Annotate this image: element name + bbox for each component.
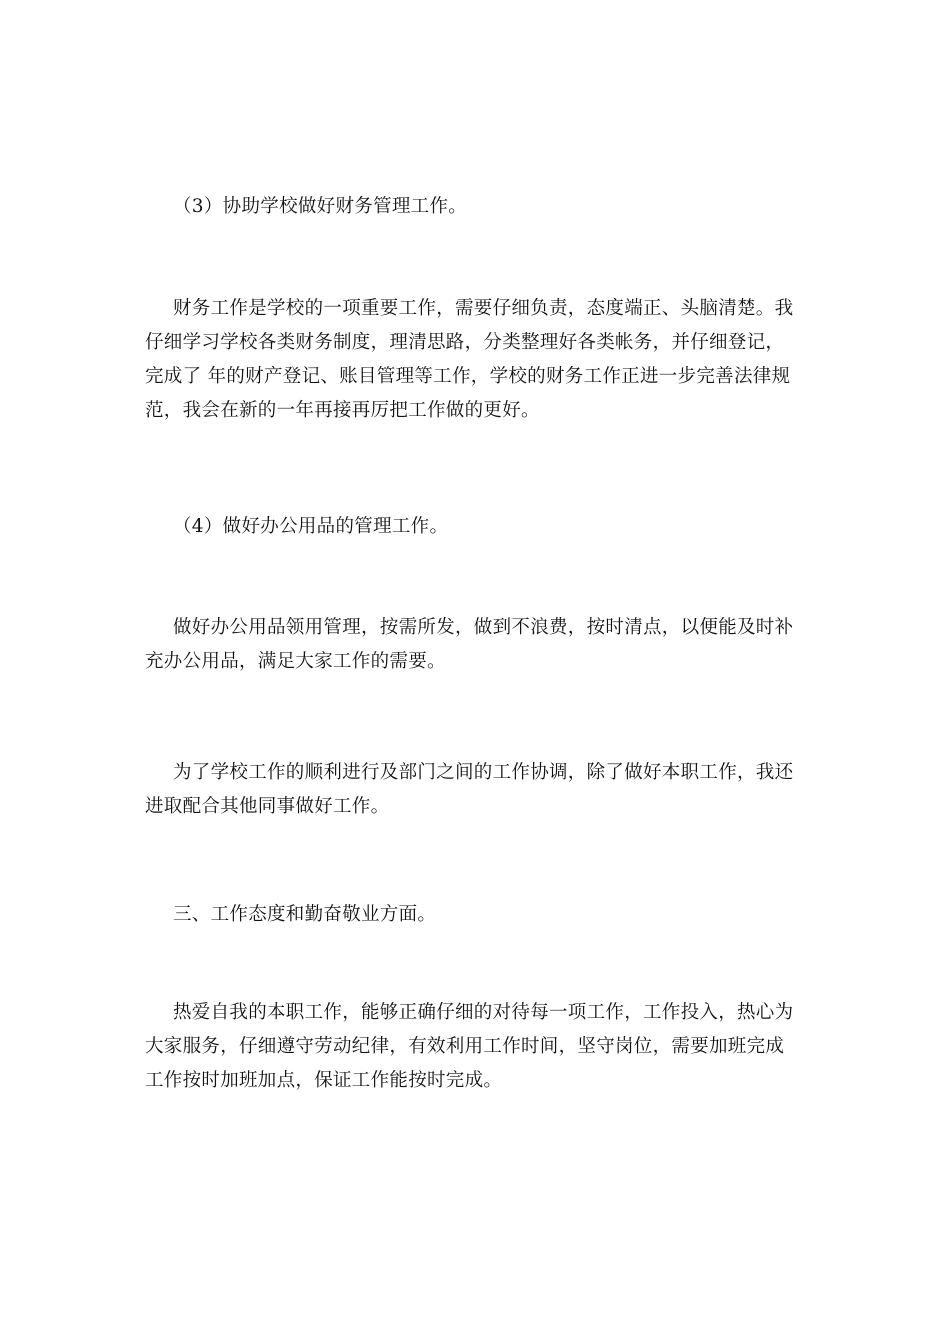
text-line: 完成了 年的财产登记、账目管理等工作，学校的财务工作正进一步完善法律规 — [145, 366, 791, 387]
subheading-financial-management — [145, 190, 807, 224]
section-heading-work-attitude — [145, 898, 807, 932]
paragraph-financial-work — [145, 292, 807, 428]
paragraph-cooperation — [145, 756, 807, 824]
text-line: 范，我会在新的一年再接再厉把工作做的更好。 — [145, 400, 540, 421]
paragraph-work-attitude — [145, 996, 807, 1098]
text-line: 充办公用品，满足大家工作的需要。 — [145, 651, 446, 672]
text-line: 热爱自我的本职工作，能够正确仔细的对待每一项工作，工作投入，热心为 — [173, 1002, 794, 1023]
paragraph-office-supplies — [145, 611, 807, 679]
subheading-office-supplies — [145, 510, 807, 544]
text-line: 进取配合其他同事做好工作。 — [145, 796, 390, 817]
text-line: 为了学校工作的顺利进行及部门之间的工作协调，除了做好本职工作，我还 — [173, 762, 794, 783]
text-line: 仔细学习学校各类财务制度，理清思路，分类整理好各类帐务，并仔细登记， — [145, 332, 785, 353]
text-line: （3）协助学校做好财务管理工作。 — [173, 196, 468, 217]
text-line: 做好办公用品领用管理，按需所发，做到不浪费，按时清点，以便能及时补 — [173, 617, 794, 638]
text-line: 大家服务，仔细遵守劳动纪律，有效利用工作时间，坚守岗位，需要加班完成 — [145, 1036, 785, 1057]
text-line: 三、工作态度和勤奋敬业方面。 — [173, 904, 437, 925]
text-line: （4）做好办公用品的管理工作。 — [173, 516, 449, 537]
text-line: 财务工作是学校的一项重要工作，需要仔细负责，态度端正、头脑清楚。我 — [173, 298, 794, 319]
text-line: 工作按时加班加点，保证工作能按时完成。 — [145, 1070, 503, 1091]
